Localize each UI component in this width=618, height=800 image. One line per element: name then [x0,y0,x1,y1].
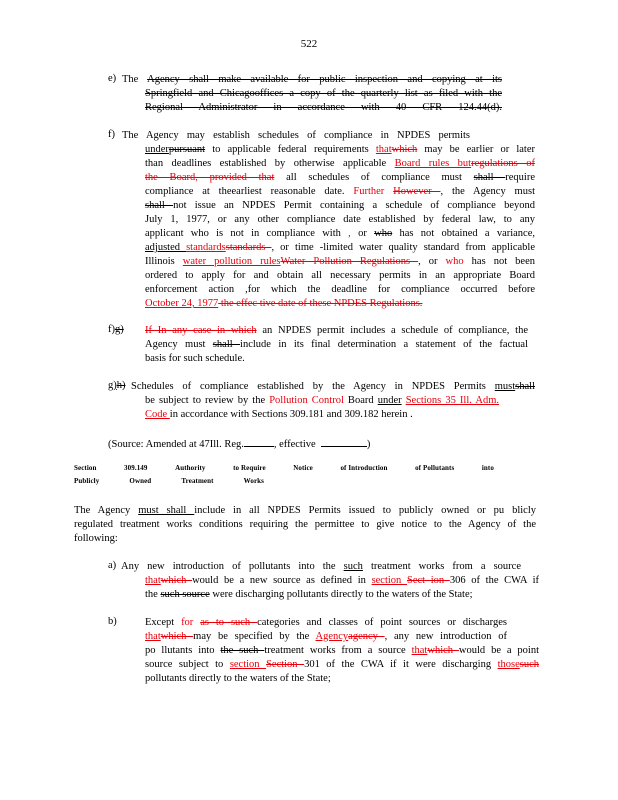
item-h-first-line: Schedules of compliance established by the Agency in NPDES Permits mustshall [131,381,535,392]
item-h-label: g)h) [108,380,126,391]
item-f-first-line: The Agency may establish schedules of compliance in NPDES permits [122,130,470,141]
item-a-label: a) [108,560,117,571]
page-number: 522 [300,38,318,50]
item-h-text: be subject to review by the Pollution Control Board under Sections 35 Ill. Adm. Code in accordance with Sections 309.181 and 309.182 herein . [145,395,499,420]
item-b-text: po llutants into the such treatment works from a source thatwhich would be a point source subject to section Section 301 of the CWA if it were discharging thosesuch pollutants directly to the waters of the State; [145,645,539,684]
item-f-text: underpursuant to applicable federal requirements thatwhich may be earlier or later than deadlines established by otherwise applicable Board rules butregulations of the Board, provided that all schedules of compliance must shall require compliance at theearliest reasonable date. Further However , the Agency must shall not issue an NPDES Permit containing a schedule of compliance beyond July 1, 1977, or any other compliance date established by federal law, to any applicant who is not in compliance with , or who has not obtained a variance, adjusted standardsstandards , or time -limited water quality standard from applicable Illinois water pollution rulesWater Pollution Regulations , or who has not been ordered to apply for and obtain all necessary permits in an appropriate Board enforcement action ,for which the deadline for compliance occurred before October 24, 1977 the effec tive date of these NPDES Regulations. [145,144,535,309]
item-e-text-cont: Springfield and Chicagooffices a copy of the quarterly list as filed with the Regional Administrator in accordance with 40 CFR 124.44(d). [145,88,502,113]
item-e-label: e) [108,73,117,84]
item-g-label: f)g) [108,324,124,335]
section-heading-cont: Publicly Owned Treatment Works [74,477,264,485]
item-b-label: b) [108,616,117,627]
item-b-line2: thatwhich may be specified by the Agencyagency , any new introduction of [145,631,507,642]
section-heading: Section 309.149 Authority to Require Notice of Introduction of Pollutants into [74,464,494,472]
source-note: (Source: Amended at 47Ill. Reg. , effective ) [108,436,408,452]
item-a-text: thatwhich would be a new source as defined in section Sect ion 306 of the CWA if the such source were discharging pollutants directly to the waters of the State; [145,575,539,600]
item-g-text: If In any case in which an NPDES permit includes a schedule of compliance, the Agency must shall include in its final determination a statement of the factual basis for such schedule. [145,325,528,364]
intro-paragraph: The Agency must shall include in all NPDES Permits issued to publicly owned or pu blicly regulated treatment works conditions requiring the permittee to give notice to the Agency of the following: [74,505,536,544]
item-a-first-line: Any new introduction of pollutants into the such treatment works from a source [121,561,521,572]
item-f-label: f) [108,129,115,140]
item-b-first-line: Except for as to such categories and classes of point sources or discharges [145,617,507,628]
item-e-text: The Agency shall make available for public inspection and copying at its [122,74,502,85]
